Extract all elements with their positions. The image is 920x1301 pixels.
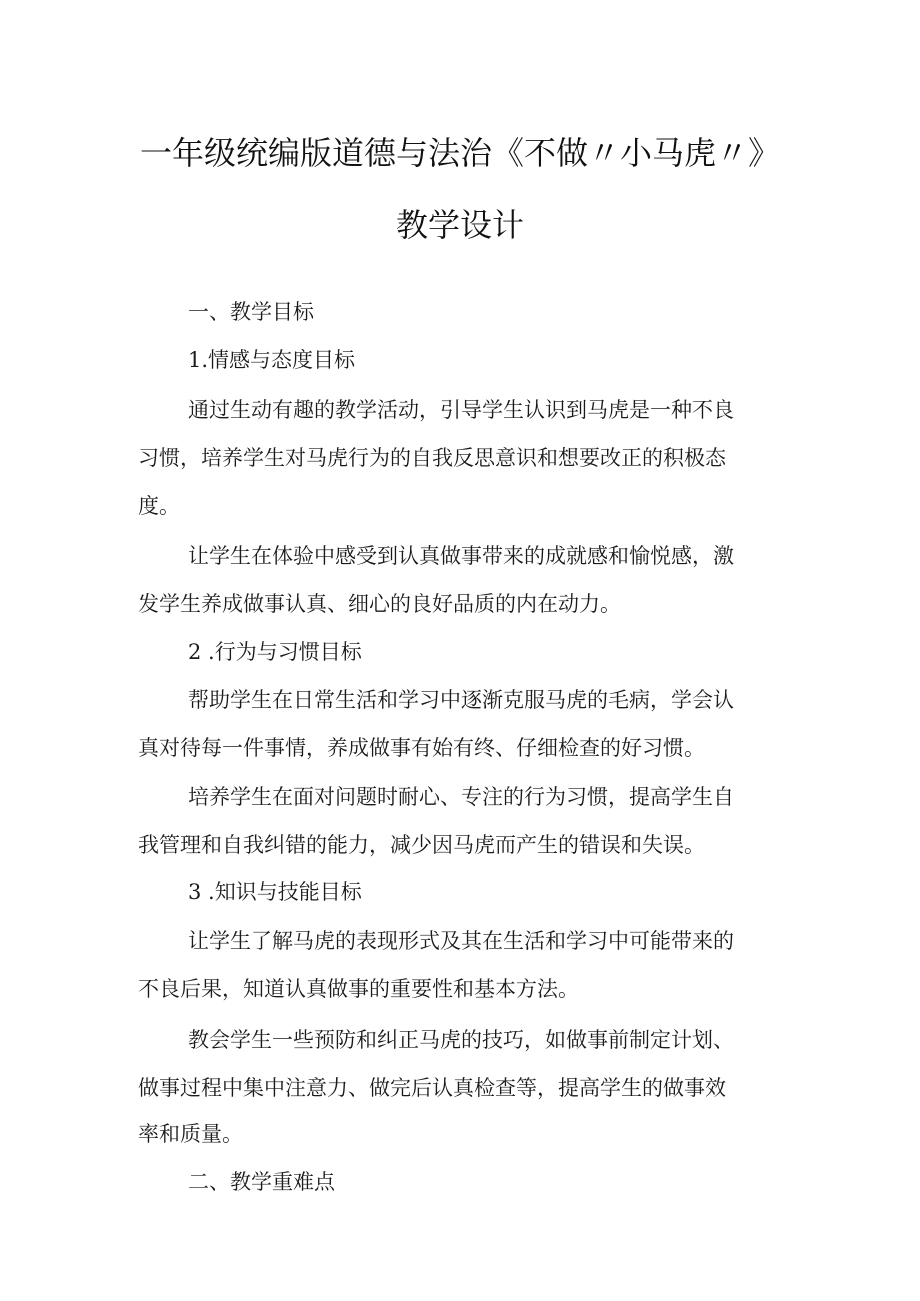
paragraph-line: 不良后果，知道认真做事的重要性和基本方法。 xyxy=(138,977,579,1001)
paragraph-line: 培养学生在面对问题时耐心、专注的行为习惯，提高学生自 xyxy=(188,785,734,809)
paragraph-line: 真对待每一件事情，养成做事有始有终、仔细检查的好习惯。 xyxy=(138,736,705,760)
document-title-line1: 一年级统编版道德与法治《不做〃小马虎〃》 xyxy=(139,134,780,172)
paragraph-line: 通过生动有趣的教学活动，引导学生认识到马虎是一种不良 xyxy=(188,398,734,422)
subheading-behavior-habit: 2 .行为与习惯目标 xyxy=(188,640,362,664)
paragraph-line: 发学生养成做事认真、细心的良好品质的内在动力。 xyxy=(138,592,621,616)
subheading-knowledge-skill: 3 .知识与技能目标 xyxy=(188,880,362,904)
paragraph-line: 做事过程中集中注意力、做完后认真检查等，提高学生的做事效 xyxy=(138,1076,726,1100)
paragraph-line: 教会学生一些预防和纠正马虎的技巧，如做事前制定计划、 xyxy=(188,1028,734,1052)
paragraph-line: 率和质量。 xyxy=(138,1122,243,1146)
section-heading-key-points: 二、教学重难点 xyxy=(188,1170,335,1194)
document-title-line2: 教学设计 xyxy=(395,206,524,244)
paragraph-line: 我管理和自我纠错的能力，减少因马虎而产生的错误和失误。 xyxy=(138,833,705,857)
paragraph-line: 度。 xyxy=(138,494,180,518)
paragraph-line: 帮助学生在日常生活和学习中逐渐克服马虎的毛病，学会认 xyxy=(188,688,734,712)
paragraph-line: 让学生在体验中感受到认真做事带来的成就感和愉悦感，激 xyxy=(188,544,734,568)
paragraph-line: 让学生了解马虎的表现形式及其在生活和学习中可能带来的 xyxy=(188,929,734,953)
paragraph-line: 习惯，培养学生对马虎行为的自我反思意识和想要改正的积极态 xyxy=(138,446,726,470)
subheading-emotion-attitude: 1.情感与态度目标 xyxy=(188,348,356,372)
section-heading-objectives: 一、教学目标 xyxy=(188,300,314,324)
